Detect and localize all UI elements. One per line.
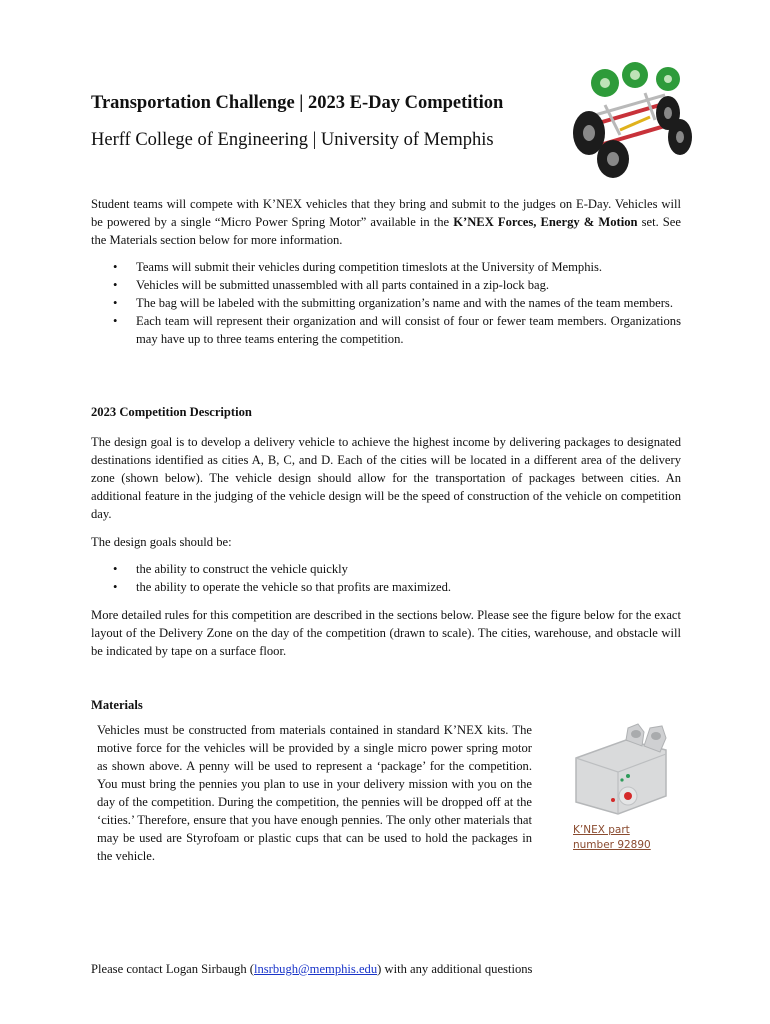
page-subtitle: Herff College of Engineering | University of Memphis — [91, 130, 494, 150]
kit-name: K’NEX Forces, Energy & Motion — [453, 215, 638, 229]
list-item: • the ability to operate the vehicle so that profits are maximized. — [113, 580, 452, 594]
intro-paragraph: Student teams will compete with K’NEX vehicles that they bring and submit to the judges on E-Day. Vehicles will be powered by a single “Micro Power Spring Motor” available in the K’NEX Forces, Energy & Motion set. See the Materials section below for more information. — [91, 197, 681, 247]
list-item: • the ability to construct the vehicle quickly — [113, 562, 348, 576]
rules-paragraph: More detailed rules for this competition are described in the sections below. Please see the figure below for the exact layout of the Delivery Zone on the day of the competition (drawn to scale). The cities, warehouse, and obstacle will be indicated by tape on a surface floor. — [91, 608, 681, 658]
page-title: Transportation Challenge | 2023 E-Day Competition — [91, 93, 504, 113]
materials-paragraph: Vehicles must be constructed from materials contained in standard K’NEX kits. The motive force for the vehicles will be provided by a single micro power spring motor as shown above. A penny will be used to represent a ‘package’ for the competition. You must bring the pennies you plan to use in your delivery mission with you on the day of the competition. During the competition, the pennies will be dropped off at the ‘cities.’ Therefore, ensure that you have enough pennies. The only other materials that may be used are Styrofoam or plastic cups that can be used to hold the packages in the vehicle. — [97, 723, 532, 863]
contact-email-link[interactable]: lnsrbugh@memphis.edu — [253, 962, 378, 976]
contact-footer: Please contact Logan Sirbaugh (lnsrbugh@memphis.edu) with any additional questions — [91, 962, 533, 976]
section-heading-materials: Materials — [91, 698, 143, 712]
spring-motor-image — [568, 718, 678, 820]
knex-vehicle-image — [565, 55, 695, 180]
list-item: • Teams will submit their vehicles during competition timeslots at the University of Memphis. — [113, 260, 603, 274]
design-goals-list — [91, 560, 681, 596]
section-heading-description: 2023 Competition Description — [91, 405, 252, 419]
list-item: • Vehicles will be submitted unassembled with all parts contained in a zip-lock bag. — [113, 278, 550, 292]
design-goals-intro: The design goals should be: — [91, 535, 232, 549]
description-paragraph: The design goal is to develop a delivery vehicle to achieve the highest income by delivering packages to designated destinations identified as cities A, B, C, and D. Each of the cities will be located in a different area of the delivery zone (shown below). The vehicle design should allow for the transportation of packages between cities. An additional feature in the judging of the vehicle design will be the speed of construction of the vehicle on competition day. — [91, 435, 681, 521]
part-caption: K’NEX part number 92890 — [573, 824, 651, 851]
list-item: • Each team will represent their organization and will consist of four or fewer team members. Organizations may have up to three teams entering the competition. — [113, 314, 681, 346]
intro-bullet-list — [91, 258, 681, 348]
list-item: • The bag will be labeled with the submitting organization’s name and with the names of the team members. — [113, 296, 673, 310]
